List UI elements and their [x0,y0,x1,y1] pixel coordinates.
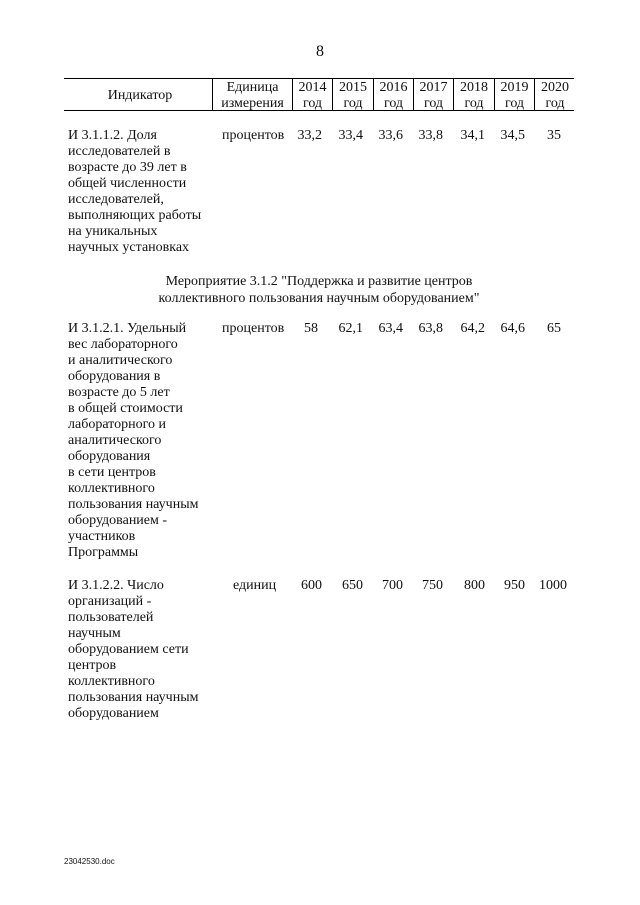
row-1-value-2020: 35 [547,128,561,143]
header-unit: Единица измерения [221,80,284,111]
header-indicator: Индикатор [107,88,173,103]
row-3-unit: единиц [233,578,277,593]
row-1-value-2015: 33,4 [338,128,363,143]
table-header-top-rule [64,78,574,79]
row-1-value-2016: 33,6 [378,128,403,143]
footer-filename: 23042530.doc [64,857,115,866]
header-year-2014: 2014 год [298,80,327,111]
section-title: Мероприятие 3.1.2 "Поддержка и развитие центров коллективного пользования научным оборудованием" [158,274,480,306]
row-3-value-2017: 750 [422,578,443,593]
header-year-2017: 2017 год [419,80,448,111]
row-3-value-2016: 700 [382,578,403,593]
row-1-indicator: И 3.1.1.2. Доля исследователей в возрасте до 39 лет в общей численности исследователей, выполняющих работы на уникальных научных установках [68,128,202,255]
row-3-indicator: И 3.1.2.2. Число организаций - пользователей научным оборудованием сети центров коллективного пользования научным оборудованием [68,578,199,721]
row-2-value-2020: 65 [547,321,561,336]
row-3-value-2018: 800 [464,578,485,593]
header-year-2019: 2019 год [500,80,529,111]
row-2-value-2018: 64,2 [460,321,485,336]
row-2-value-2019: 64,6 [500,321,525,336]
row-3-value-2014: 600 [301,578,322,593]
row-2-value-2016: 63,4 [378,321,403,336]
row-1-unit: процентов [222,128,285,143]
page-number: 8 [316,43,324,60]
row-1-value-2014: 33,2 [297,128,322,143]
header-year-2016: 2016 год [379,80,408,111]
row-3-value-2019: 950 [504,578,525,593]
row-3-value-2015: 650 [342,578,363,593]
row-3-value-2020: 1000 [539,578,567,593]
row-1-value-2019: 34,5 [500,128,525,143]
row-1-value-2018: 34,1 [460,128,485,143]
header-year-2018: 2018 год [460,80,488,111]
row-2-value-2015: 62,1 [338,321,363,336]
row-2-value-2014: 58 [304,321,318,336]
header-year-2015: 2015 год [339,80,367,111]
row-2-indicator: И 3.1.2.1. Удельный вес лабораторного и аналитического оборудования в возрасте до 5 лет в общей стоимости лабораторного и аналитического оборудования в сети центров коллективного пользования научным оборудованием - участников Программы [68,321,199,560]
header-year-2020: 2020 год [541,80,569,111]
row-2-value-2017: 63,8 [418,321,443,336]
row-2-unit: процентов [222,321,285,336]
row-1-value-2017: 33,8 [418,128,443,143]
